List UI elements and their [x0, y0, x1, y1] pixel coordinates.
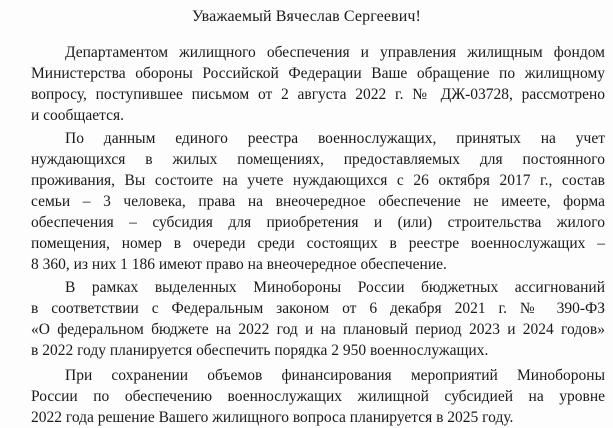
paragraph-line: 8 360, из них 1 186 имеют право на внеочередное обеспечение.	[31, 256, 447, 273]
paragraph-line: При сохранении объемов финансирования мероприятий Минобороны	[65, 367, 605, 384]
paragraph-line: По данным единого реестра военнослужащих, принятых на учет	[65, 130, 605, 147]
paragraph-3	[31, 277, 605, 361]
paragraph-line: помещения, номер в очереди среди состоящих в реестре военнослужащих –	[31, 235, 605, 252]
paragraph-4	[31, 365, 605, 428]
paragraph-line: В рамках выделенных Минобороны России бюджетных ассигнований	[65, 279, 605, 296]
paragraph-line: семьи – 3 человека, права на внеочередное обеспечение не имеете, форма	[31, 193, 605, 210]
paragraph-line: «О федеральном бюджете на 2022 год и на плановый период 2023 и 2024 годов»	[31, 321, 605, 338]
paragraph-line: в 2022 году планируется обеспечить порядка 2 950 военнослужащих.	[31, 342, 489, 359]
paragraph-line: обеспечения – субсидия для приобретения и (или) строительства жилого	[31, 214, 605, 231]
paragraph-line: России по обеспечению военнослужащих жилищной субсидией на уровне	[31, 388, 605, 405]
paragraph-line: и сообщается.	[31, 107, 124, 124]
letter-body	[31, 42, 605, 428]
paragraph-line: Министерства обороны Российской Федерации Ваше обращение по жилищному	[31, 65, 605, 82]
paragraph-line: проживания, Вы состоите на учете нуждающихся с 26 октября 2017 г., состав	[31, 172, 605, 189]
salutation: Уважаемый Вячеслав Сергеевич!	[192, 8, 421, 25]
paragraph-line: 2022 года решение Вашего жилищного вопроса планируется в 2025 году.	[31, 409, 514, 426]
paragraph-line: вопросу, поступившее письмом от 2 августа 2022 г. № ДЖ-03728, рассмотрено	[31, 86, 605, 103]
paragraph-2	[31, 128, 605, 275]
paragraph-line: нуждающихся в жилых помещениях, предоставляемых для постоянного	[31, 151, 605, 168]
paragraph-line: в соответствии с Федеральным законом от 6 декабря 2021 г. № 390-ФЗ	[31, 300, 605, 317]
paragraph-line: Департаментом жилищного обеспечения и управления жилищным фондом	[65, 44, 605, 61]
paragraph-1	[31, 42, 605, 126]
